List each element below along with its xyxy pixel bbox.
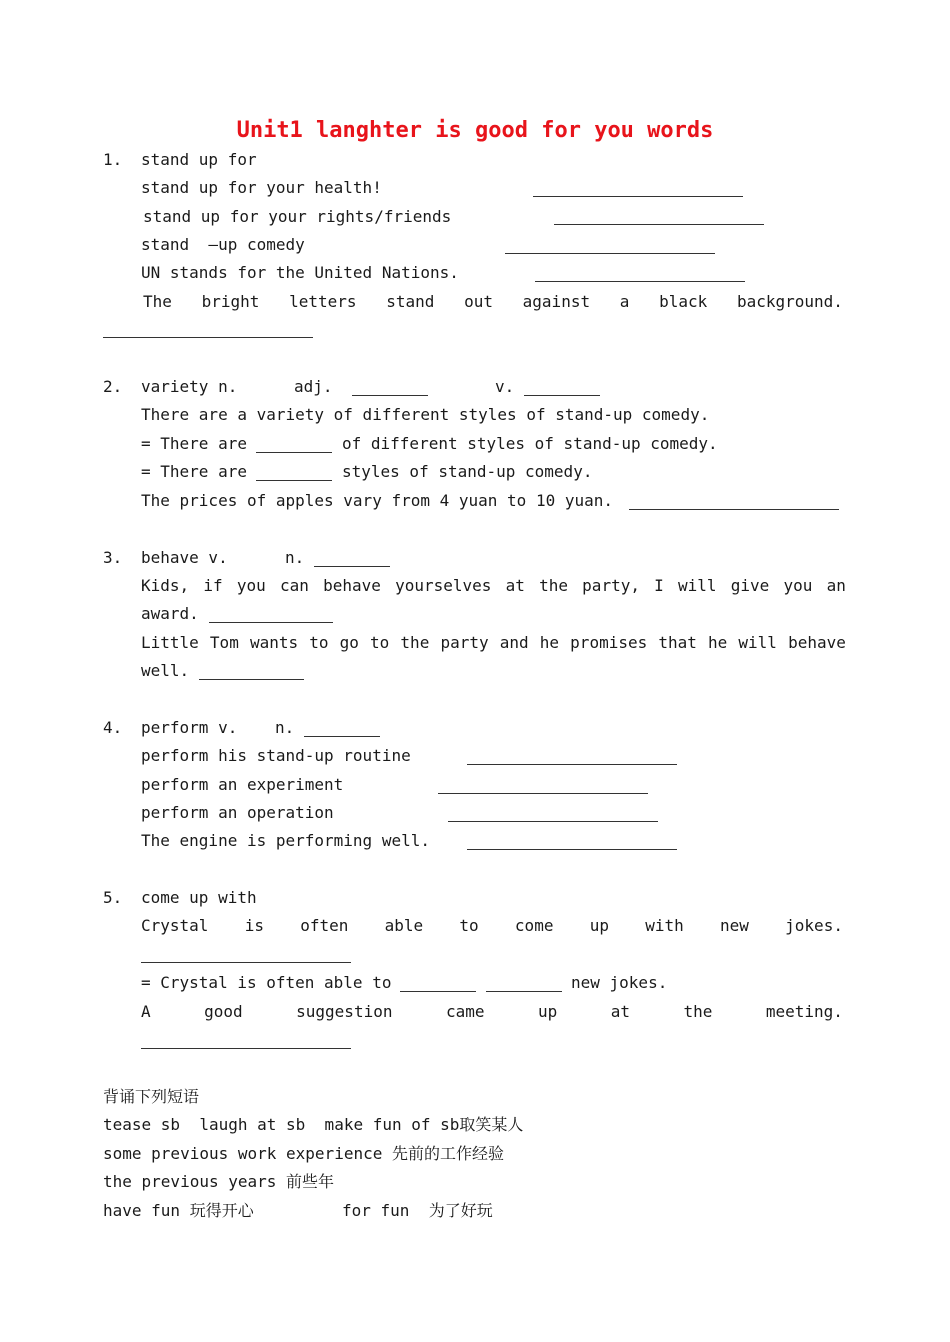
s3-example-2: Little Tom wants to go to the party and he promises that he will behave [141, 633, 846, 652]
s2-word: variety n. [141, 377, 238, 396]
s4-word: perform v. [141, 718, 238, 737]
s5-example-1: Crystal is often able to come up with new jokes. [141, 916, 843, 935]
s5-rewrite-b: new jokes. [571, 973, 668, 992]
item-number-1: 1. [103, 150, 123, 169]
s4-example-2: perform an experiment [141, 775, 344, 794]
answer-blank[interactable] [524, 395, 600, 396]
answer-blank[interactable] [486, 991, 562, 992]
answer-blank[interactable] [141, 1048, 351, 1049]
answer-blank[interactable] [554, 224, 764, 225]
s1-example-3: stand –up comedy [141, 235, 305, 254]
s3-example-1-end: award. [141, 604, 199, 623]
item-number-5: 5. [103, 888, 123, 907]
answer-blank[interactable] [199, 679, 304, 680]
s3-word: behave v. [141, 548, 228, 567]
recite-line-1: tease sb laugh at sb make fun of sb取笑某人 [103, 1115, 524, 1134]
recite-line-3: the previous years 前些年 [103, 1172, 335, 1191]
s4-example-4: The engine is performing well. [141, 831, 430, 850]
s2-rewrite-2b: styles of stand-up comedy. [342, 462, 593, 481]
answer-blank[interactable] [209, 622, 333, 623]
answer-blank[interactable] [304, 736, 380, 737]
s2-rewrite-1b: of different styles of stand-up comedy. [342, 434, 718, 453]
recite-line-4a: have fun 玩得开心 [103, 1201, 254, 1220]
s2-example-1: There are a variety of different styles of stand-up comedy. [141, 405, 710, 424]
s4-example-3: perform an operation [141, 803, 334, 822]
page-title: Unit1 langhter is good for you words [236, 118, 714, 143]
recite-line-4b: for fun 为了好玩 [342, 1201, 493, 1220]
answer-blank[interactable] [467, 849, 677, 850]
s1-phrase: stand up for [141, 150, 257, 169]
answer-blank[interactable] [256, 452, 332, 453]
s1-example-2: stand up for your rights/friends [143, 207, 452, 226]
answer-blank[interactable] [533, 196, 743, 197]
s2-rewrite-2a: = There are [141, 462, 247, 481]
answer-blank[interactable] [352, 395, 428, 396]
answer-blank[interactable] [314, 566, 390, 567]
s4-noun-label: n. [275, 718, 295, 737]
s2-rewrite-1a: = There are [141, 434, 247, 453]
recite-line-2: some previous work experience 先前的工作经验 [103, 1144, 504, 1163]
answer-blank[interactable] [505, 253, 715, 254]
s1-example-5: The bright letters stand out against a black background. [143, 292, 843, 311]
answer-blank[interactable] [400, 991, 476, 992]
answer-blank[interactable] [438, 793, 648, 794]
s1-example-4: UN stands for the United Nations. [141, 263, 459, 282]
s3-example-1: Kids, if you can behave yourselves at the party, I will give you an [141, 576, 846, 595]
s5-phrase: come up with [141, 888, 257, 907]
answer-blank[interactable] [448, 821, 658, 822]
recite-heading: 背诵下列短语 [103, 1087, 200, 1106]
s2-example-2: The prices of apples vary from 4 yuan to 10 yuan. [141, 491, 614, 510]
answer-blank[interactable] [629, 509, 839, 510]
s5-example-2: A good suggestion came up at the meeting. [141, 1002, 843, 1021]
answer-blank[interactable] [467, 764, 677, 765]
item-number-3: 3. [103, 548, 123, 567]
answer-blank[interactable] [535, 281, 745, 282]
s4-example-1: perform his stand-up routine [141, 746, 411, 765]
s3-example-2-end: well. [141, 661, 190, 680]
s5-rewrite-a: = Crystal is often able to [141, 973, 392, 992]
s2-verb-label: v. [495, 377, 515, 396]
answer-blank[interactable] [103, 337, 313, 338]
answer-blank[interactable] [256, 480, 332, 481]
answer-blank[interactable] [141, 962, 351, 963]
item-number-2: 2. [103, 377, 123, 396]
s2-adj-label: adj. [294, 377, 333, 396]
s3-noun-label: n. [285, 548, 305, 567]
s1-example-1: stand up for your health! [141, 178, 382, 197]
item-number-4: 4. [103, 718, 123, 737]
